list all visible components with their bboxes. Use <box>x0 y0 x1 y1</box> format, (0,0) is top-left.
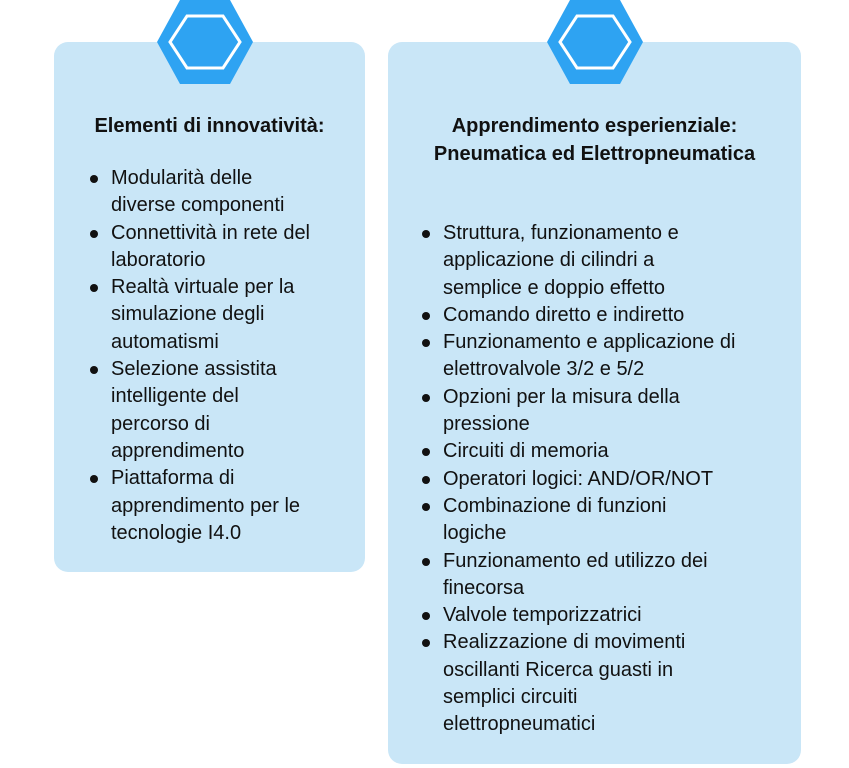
bullet-icon <box>422 558 430 566</box>
list-item: Funzionamento ed utilizzo dei finecorsa <box>419 548 794 603</box>
hexagon-icon <box>155 0 255 86</box>
list-item: Comando diretto e indiretto <box>419 302 794 329</box>
innovation-card <box>54 42 365 572</box>
bullet-icon <box>90 230 98 238</box>
bullet-icon <box>90 175 98 183</box>
list-item: Opzioni per la misura della pressione <box>419 384 794 439</box>
list-item: Operatori logici: AND/OR/NOT <box>419 466 794 493</box>
list-item: Circuiti di memoria <box>419 438 794 465</box>
bullet-icon <box>422 639 430 647</box>
list-item: Realtà virtuale per la simulazione degli automatismi <box>87 274 359 356</box>
bullet-icon <box>422 339 430 347</box>
list-item: Valvole temporizzatrici <box>419 602 794 629</box>
bullet-icon <box>422 476 430 484</box>
bullet-icon <box>422 503 430 511</box>
bullet-icon <box>422 312 430 320</box>
hexagon-icon <box>545 0 645 86</box>
list-item: Modularità delle diverse componenti <box>87 165 359 220</box>
bullet-icon <box>422 448 430 456</box>
list-item: Funzionamento e applicazione di elettrovalvole 3/2 e 5/2 <box>419 329 794 384</box>
bullet-icon <box>90 475 98 483</box>
list-item: Piattaforma di apprendimento per le tecnologie I4.0 <box>87 465 359 547</box>
bullet-icon <box>422 612 430 620</box>
experiential-learning-card <box>388 42 801 764</box>
list-item: Realizzazione di movimenti oscillanti Ricerca guasti in semplici circuiti elettropneumatici <box>419 629 794 738</box>
list-item: Connettività in rete del laboratorio <box>87 220 359 275</box>
list-item: Struttura, funzionamento e applicazione di cilindri a semplice e doppio effetto <box>419 220 794 302</box>
experiential-learning-list <box>419 220 794 739</box>
bullet-icon <box>422 394 430 402</box>
bullet-icon <box>90 284 98 292</box>
bullet-icon <box>90 366 98 374</box>
experiential-learning-card-title: Apprendimento esperienziale: Pneumatica ed Elettropneumatica <box>433 115 756 165</box>
innovation-list <box>87 165 359 547</box>
innovation-card-title: Elementi di innovatività: <box>94 115 325 137</box>
list-item: Selezione assistita intelligente del percorso di apprendimento <box>87 356 359 465</box>
list-item: Combinazione di funzioni logiche <box>419 493 794 548</box>
bullet-icon <box>422 230 430 238</box>
